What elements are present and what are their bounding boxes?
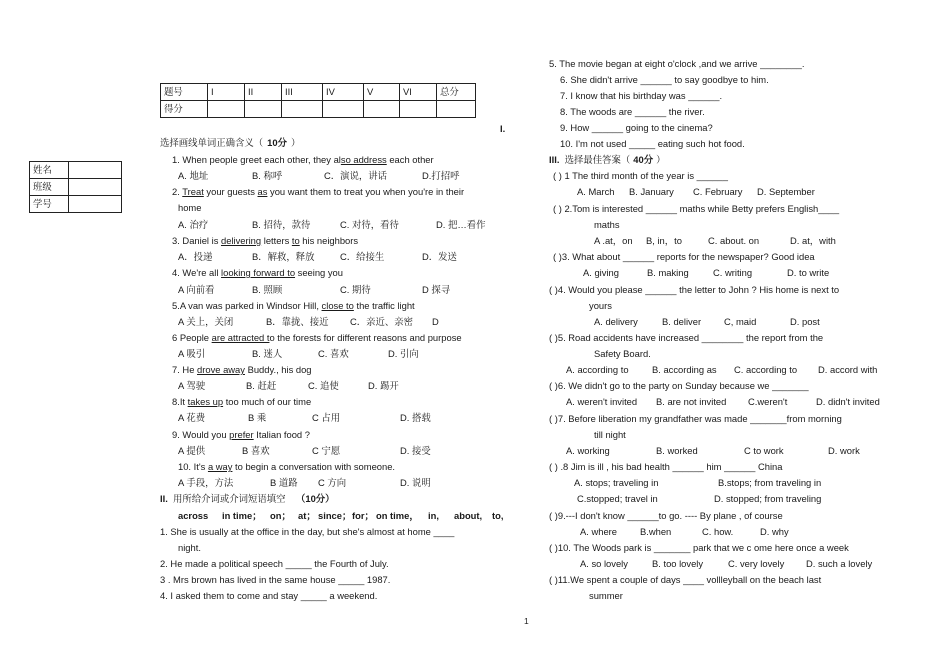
s1-question-8	[172, 396, 311, 408]
option-b[interactable]: B．解救，释放	[252, 251, 315, 262]
underlined-word: are attracted t	[211, 332, 270, 343]
section-2-numeral: II.	[160, 493, 168, 504]
s2-question-2: 2. He made a political speech _____ the Fourth of July.	[160, 558, 389, 569]
option-d[interactable]: D. 踢开	[368, 380, 399, 391]
underlined-word: takes up	[187, 396, 224, 407]
info-label-name: 姓名	[30, 162, 69, 179]
option-d[interactable]: D	[432, 316, 439, 327]
option-a[interactable]: A 手段，方法	[178, 477, 234, 488]
score-cell: II	[245, 84, 282, 101]
option-a[interactable]: A. stops; traveling in	[574, 477, 659, 488]
option-b[interactable]: B.stops; from traveling in	[718, 477, 822, 488]
section-3-heading-end: ）	[656, 154, 666, 165]
score-cell: 得分	[161, 101, 208, 118]
option-c[interactable]: C．演说，讲话	[324, 170, 388, 181]
option-a[interactable]: A. according to	[566, 364, 629, 375]
option-c[interactable]: C. very lovely	[728, 558, 785, 569]
underlined-word: as	[257, 186, 268, 197]
s3-question-6: ( )6. We didn't go to the party on Sunday because we _______	[549, 380, 809, 391]
option-a[interactable]: A. weren't invited	[566, 396, 638, 407]
option-c[interactable]: C. 追使	[308, 380, 339, 391]
s1-question-6	[172, 332, 462, 344]
q-text: each other	[386, 154, 434, 165]
option-d[interactable]: D. to write	[787, 267, 830, 278]
option-c[interactable]: C 方向	[318, 477, 347, 488]
info-label-class: 班级	[30, 179, 69, 196]
score-table-score-row	[161, 101, 476, 118]
s3-question-9: ( )9.---I don't know ______to go. ---- By plane , of course	[549, 510, 783, 521]
option-c[interactable]: C.weren't	[748, 396, 788, 407]
s1-question-7	[172, 364, 312, 376]
option-b[interactable]: B. 迷人	[252, 348, 283, 359]
s3-question-5: ( )5. Road accidents have increased ________ the report from the	[549, 332, 824, 343]
s1-q2-continuation: home	[178, 202, 202, 213]
q-text: o the forests for different reasons and purpose	[269, 332, 462, 343]
option-a[interactable]: A. 地址	[178, 170, 209, 181]
option-d[interactable]: D. work	[828, 445, 860, 456]
option-d[interactable]: D. accord with	[818, 364, 878, 375]
score-input-cell[interactable]	[437, 101, 476, 118]
q-text: Buddy., his dog	[244, 364, 312, 375]
option-c[interactable]: C.stopped; travel in	[577, 493, 658, 504]
option-a[interactable]: A. delivery	[594, 316, 638, 327]
q-text: your guests	[203, 186, 258, 197]
underlined-word: drove away	[197, 364, 245, 375]
underlined-word: delivering	[220, 235, 262, 246]
section-1-heading-end: ）	[290, 137, 301, 148]
option-d[interactable]: D. 接受	[400, 445, 431, 456]
s3-question-10: ( )10. The Woods park is _______ park that we c ome here once a week	[549, 542, 849, 553]
s2-question-1: 1. She is usually at the office in the day, but she's almost at home ____	[160, 526, 455, 537]
section-3-numeral: III.	[549, 154, 560, 165]
s3-question-2: ( ) 2.Tom is interested ______ maths while Betty prefers English____	[553, 203, 840, 214]
underlined-word: Treat	[182, 186, 204, 197]
student-number-field[interactable]	[69, 196, 122, 213]
option-b[interactable]: B. January	[629, 186, 674, 197]
q-text: to begin a conversation with someone.	[232, 461, 396, 472]
option-d[interactable]: D. 引向	[388, 348, 419, 359]
q-text: 4. We're all	[172, 267, 222, 278]
class-field[interactable]	[69, 179, 122, 196]
score-input-cell[interactable]	[282, 101, 323, 118]
section-1-numeral: I.	[500, 123, 506, 134]
q-text: 7. He	[172, 364, 198, 375]
option-b[interactable]: B. worked	[656, 445, 698, 456]
s1-question-3	[172, 235, 358, 247]
option-a[interactable]: A. giving	[583, 267, 619, 278]
s3-question-3: ( )3. What about ______ reports for the newspaper? Good idea	[553, 251, 815, 262]
score-input-cell[interactable]	[364, 101, 400, 118]
word-bank-item: for；	[352, 510, 374, 521]
underlined-word: prefer	[229, 429, 254, 440]
section-3-heading	[549, 154, 665, 166]
q-text: 3. Daniel is	[172, 235, 221, 246]
option-c[interactable]: C. how.	[702, 526, 734, 537]
s3-question-4: ( )4. Would you please ______ the letter to John ? His home is next to	[549, 284, 840, 295]
option-d[interactable]: D. September	[757, 186, 815, 197]
q-text: 8.It	[172, 396, 188, 407]
s3-question-1: ( ) 1 The third month of the year is ______	[553, 170, 728, 181]
option-d[interactable]: D.打招呼	[422, 170, 460, 181]
option-d[interactable]: D 探寻	[422, 284, 451, 295]
section-3-score: 40分	[633, 154, 654, 165]
score-cell: I	[208, 84, 245, 101]
score-cell: V	[364, 84, 400, 101]
option-b[interactable]: B.when	[640, 526, 672, 537]
word-bank-item: since；	[318, 510, 352, 521]
q-text: 5.A van was parked in Windsor Hill,	[172, 300, 322, 311]
option-b[interactable]: B 乘	[248, 412, 267, 423]
option-a[interactable]: A. working	[566, 445, 610, 456]
section-1-score: 10分	[267, 137, 287, 148]
option-c[interactable]: C. 喜欢	[318, 348, 349, 359]
student-info-box	[29, 161, 122, 213]
option-b[interactable]: B. 赶赶	[246, 380, 277, 391]
s3-q11-continuation: summer	[589, 590, 623, 601]
option-d[interactable]: D. stopped; from traveling	[714, 493, 822, 504]
option-d[interactable]: D．发送	[422, 251, 457, 262]
option-d[interactable]: D. 搭载	[400, 412, 431, 423]
section-2-score: （10分）	[295, 493, 335, 504]
q-text: his neighbors	[299, 235, 359, 246]
option-a[interactable]: A. so lovely	[580, 558, 628, 569]
option-b[interactable]: B. making	[647, 267, 689, 278]
option-b[interactable]: B．靠拢、接近	[266, 316, 329, 327]
option-a[interactable]: A 提供	[178, 445, 206, 456]
s2-question-8: 8. The woods are ______ the river.	[560, 106, 705, 117]
score-input-cell[interactable]	[245, 101, 282, 118]
score-cell: 总分	[437, 84, 476, 101]
s2-question-5: 5. The movie began at eight o'clock ,and we arrive ________.	[549, 58, 805, 69]
word-bank-item: on time，	[376, 510, 419, 521]
option-d[interactable]: D. why	[760, 526, 789, 537]
option-c[interactable]: C. 期待	[340, 284, 371, 295]
score-input-cell[interactable]	[400, 101, 437, 118]
option-a[interactable]: A. where	[580, 526, 617, 537]
score-cell: IV	[323, 84, 364, 101]
s3-question-11: ( )11.We spent a couple of days ____ vollleyball on the beach last	[549, 574, 822, 585]
underlined-word: looking forward to	[221, 267, 296, 278]
s2-question-9: 9. How ______ going to the cinema?	[560, 122, 713, 133]
option-d[interactable]: D. didn't invited	[816, 396, 880, 407]
score-input-cell[interactable]	[323, 101, 364, 118]
word-bank-item: to,	[492, 510, 504, 521]
option-a[interactable]: A 向前看	[178, 284, 215, 295]
s3-question-7: ( )7. Before liberation my grandfather was made _______from morning	[549, 413, 842, 424]
s2-question-4: 4. I asked them to come and stay _____ a weekend.	[160, 590, 378, 601]
s1-question-9	[172, 429, 310, 441]
s1-question-4	[172, 267, 343, 279]
q-text: letters	[261, 235, 292, 246]
s2-question-10: 10. I'm not used _____ eating such hot food.	[560, 138, 745, 149]
option-a[interactable]: A 吸引	[178, 348, 206, 359]
score-cell: 题号	[161, 84, 208, 101]
q-text: 9. Would you	[172, 429, 230, 440]
option-b[interactable]: B. 照顾	[252, 284, 283, 295]
s1-question-2	[172, 186, 464, 198]
option-c[interactable]: C 宁愿	[312, 445, 341, 456]
option-a[interactable]: A 驾驶	[178, 380, 206, 391]
underlined-word: a way	[207, 461, 233, 472]
s3-question-8: ( ) .8 Jim is ill , his bad health ______ him ______ China	[549, 461, 783, 472]
q-text: too much of our time	[223, 396, 312, 407]
q-text: you want them to treat you when you're in their	[267, 186, 465, 197]
section-2-heading-text: 用所给介词或介词短语填空	[173, 493, 286, 504]
option-b[interactable]: B 道路	[270, 477, 298, 488]
option-b[interactable]: B. are not invited	[656, 396, 727, 407]
page-number: 1	[524, 616, 529, 626]
option-d[interactable]: D. 说明	[400, 477, 431, 488]
s2-question-3: 3 . Mrs brown has lived in the same house _____ 1987.	[160, 574, 391, 585]
score-cell: III	[282, 84, 323, 101]
section-1-heading	[160, 137, 300, 149]
s2-question-6: 6. She didn't arrive ______ to say goodbye to him.	[560, 74, 769, 85]
option-d[interactable]: D. at，with	[790, 235, 836, 246]
option-d[interactable]: D. such a lovely	[806, 558, 873, 569]
s3-q7-continuation: till night	[594, 429, 626, 440]
option-b[interactable]: B. according as	[652, 364, 717, 375]
score-input-cell[interactable]	[208, 101, 245, 118]
underlined-word: so address	[340, 154, 387, 165]
option-b[interactable]: B. too lovely	[652, 558, 704, 569]
option-c[interactable]: C．亲近、亲密	[350, 316, 414, 327]
s3-q5-continuation: Safety Board.	[594, 348, 651, 359]
option-b[interactable]: B. 招待，款待	[252, 219, 311, 230]
option-a[interactable]: A 关上，关闭	[178, 316, 234, 327]
score-cell: VI	[400, 84, 437, 101]
q-text: 1. When people greet each other, they al	[172, 154, 341, 165]
option-a[interactable]: A. March	[577, 186, 615, 197]
word-bank-item: in time；	[222, 510, 262, 521]
score-table-header-row	[161, 84, 476, 101]
section-2-heading	[160, 493, 335, 505]
name-field[interactable]	[69, 162, 122, 179]
option-a[interactable]: A．投递	[178, 251, 213, 262]
q-text: 10. It's	[178, 461, 208, 472]
q-text: the traffic light	[353, 300, 415, 311]
option-c[interactable]: C. writing	[713, 267, 753, 278]
s3-q4-continuation: yours	[589, 300, 612, 311]
word-bank-item: about,	[454, 510, 483, 521]
s2-q1-continuation: night.	[178, 542, 201, 553]
option-a[interactable]: A 花费	[178, 412, 206, 423]
option-b[interactable]: B. 称呼	[252, 170, 283, 181]
section-1-heading-text: 选择画线单词正确含义（	[160, 137, 264, 148]
word-bank-item: on；	[270, 510, 291, 521]
underlined-word: to	[291, 235, 300, 246]
option-c[interactable]: C. 对待，看待	[340, 219, 399, 230]
option-c[interactable]: C．给接生	[340, 251, 385, 262]
info-label-number: 学号	[30, 196, 69, 213]
q-text: Italian food ?	[253, 429, 310, 440]
q-text: 6 People	[172, 332, 212, 343]
option-a[interactable]: A .at，on	[594, 235, 633, 246]
option-b[interactable]: B, in，to	[646, 235, 682, 246]
option-c[interactable]: C. about. on	[708, 235, 760, 246]
q-text: 2.	[172, 186, 183, 197]
option-d[interactable]: D. post	[790, 316, 820, 327]
score-table	[160, 83, 476, 118]
option-c[interactable]: C to work	[744, 445, 784, 456]
option-a[interactable]: A. 治疗	[178, 219, 209, 230]
word-bank-item: in,	[428, 510, 439, 521]
s2-question-7: 7. I know that his birthday was ______.	[560, 90, 723, 101]
s1-question-1	[172, 154, 434, 166]
option-c[interactable]: C, maid	[724, 316, 757, 327]
s1-question-5	[172, 300, 415, 312]
option-c[interactable]: C 占用	[312, 412, 341, 423]
option-b[interactable]: B 喜欢	[242, 445, 270, 456]
word-bank-item: at；	[298, 510, 316, 521]
option-d[interactable]: D. 把…看作	[436, 219, 486, 230]
underlined-word: close to	[321, 300, 354, 311]
q-text: seeing you	[295, 267, 343, 278]
word-bank-item: across	[178, 510, 209, 521]
option-b[interactable]: B. deliver	[662, 316, 702, 327]
s1-question-10	[178, 461, 395, 473]
option-c[interactable]: C. according to	[734, 364, 798, 375]
section-3-heading-text: 选择最佳答案（	[564, 154, 631, 165]
option-c[interactable]: C. February	[693, 186, 743, 197]
s3-q2-continuation: maths	[594, 219, 620, 230]
